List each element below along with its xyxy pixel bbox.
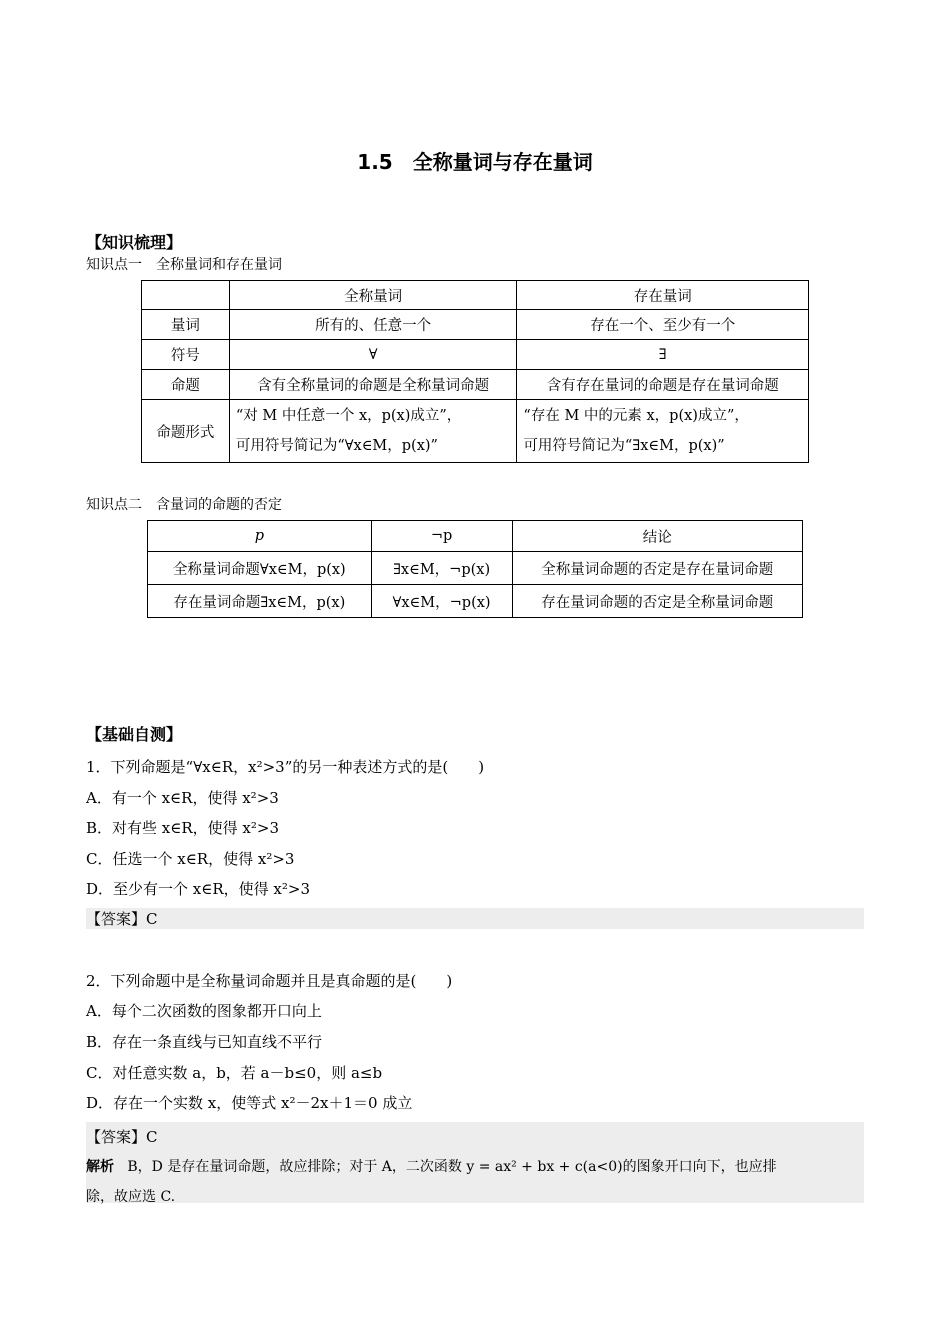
kp1-cell-existential: 含有存在量词的命题是存在量词命题	[517, 370, 809, 400]
kp2-cell-not-p: ∀x∈M，¬p(x)	[371, 585, 512, 618]
kp1-row	[142, 370, 809, 400]
kp2-cell-p: 存在量词命题∃x∈M，p(x)	[148, 585, 372, 618]
kp1-universal-form-line: “对 M 中任意一个 x，p(x)成立”，	[235, 408, 462, 424]
q1-answer: 【答案】C	[86, 908, 864, 929]
q1-option-a: A．有一个 x∈R，使得 x²>3	[86, 789, 279, 807]
kp1-cell-existential-form	[517, 400, 809, 463]
kp1-header-cell: 全称量词	[229, 281, 517, 310]
kp1-row	[142, 310, 809, 340]
q2-analysis-text: B，D 是存在量词命题，故应排除；对于 A，二次函数 y = ax² + bx + c(a<0)的图象开口向下，也应排	[127, 1159, 777, 1175]
kp1-header-row	[142, 281, 809, 310]
q1-stem: 1．下列命题是“∀x∈R，x²>3”的另一种表述方式的是( )	[86, 758, 485, 776]
kp1-row	[142, 340, 809, 370]
kp2-table	[147, 520, 803, 618]
kp2-row	[148, 585, 803, 618]
q2-option-b: B．存在一条直线与已知直线不平行	[86, 1033, 323, 1051]
kp2-cell-not-p: ∃x∈M，¬p(x)	[371, 552, 512, 585]
kp1-header-cell: 存在量词	[517, 281, 809, 310]
kp1-row-form	[142, 400, 809, 463]
kp1-universal-form-line: 可用符号简记为“∀x∈M，p(x)”	[235, 438, 438, 454]
q2-option-c: C．对任意实数 a，b，若 a－b≤0，则 a≤b	[86, 1064, 383, 1082]
kp1-existential-form-line: “存在 M 中的元素 x，p(x)成立”，	[523, 408, 749, 424]
q2-option-d: D．存在一个实数 x，使等式 x²－2x＋1＝0 成立	[86, 1094, 413, 1112]
kp1-table	[141, 280, 809, 463]
q2-option-a: A．每个二次函数的图象都开口向上	[86, 1002, 322, 1020]
kp2-header-cell: ¬p	[371, 521, 512, 552]
kp1-row-label: 命题形式	[142, 400, 230, 463]
q2-answer: 【答案】C	[86, 1128, 158, 1146]
kp2-row	[148, 552, 803, 585]
page-title: 1.5 全称量词与存在量词	[357, 150, 593, 174]
kp1-cell-universal: ∀	[229, 340, 517, 370]
kp2-cell-conclusion: 存在量词命题的否定是全称量词命题	[512, 585, 802, 618]
kp1-cell-universal: 所有的、任意一个	[229, 310, 517, 340]
kp2-header-cell: p	[148, 521, 372, 552]
kp2-header-row	[148, 521, 803, 552]
section-heading-knowledge: 【知识梳理】	[86, 233, 183, 252]
q2-answer-block	[86, 1122, 864, 1203]
kp1-heading: 知识点一 全称量词和存在量词	[86, 257, 282, 273]
kp1-cell-universal-form	[229, 400, 517, 463]
q2-analysis-line: 除，故应选 C.	[86, 1189, 176, 1205]
kp1-cell-existential: ∃	[517, 340, 809, 370]
q2-stem: 2．下列命题中是全称量词命题并且是真命题的是( )	[86, 972, 453, 990]
q2-analysis-line	[86, 1152, 864, 1182]
kp1-existential-form-line: 可用符号简记为“∃x∈M，p(x)”	[523, 438, 725, 454]
kp1-cell-existential: 存在一个、至少有一个	[517, 310, 809, 340]
kp1-row-label: 符号	[142, 340, 230, 370]
kp1-row-label: 命题	[142, 370, 230, 400]
kp2-header-cell: 结论	[512, 521, 802, 552]
kp1-header-cell	[142, 281, 230, 310]
q2-analysis-label: 解析	[86, 1159, 114, 1175]
q1-option-d: D．至少有一个 x∈R，使得 x²>3	[86, 880, 311, 898]
kp1-cell-universal: 含有全称量词的命题是全称量词命题	[229, 370, 517, 400]
q1-option-c: C．任选一个 x∈R，使得 x²>3	[86, 850, 295, 868]
q1-option-b: B．对有些 x∈R，使得 x²>3	[86, 819, 280, 837]
kp2-cell-conclusion: 全称量词命题的否定是存在量词命题	[512, 552, 802, 585]
kp2-cell-p: 全称量词命题∀x∈M，p(x)	[148, 552, 372, 585]
kp1-row-label: 量词	[142, 310, 230, 340]
section-heading-self-test: 【基础自测】	[86, 725, 183, 744]
kp2-heading: 知识点二 含量词的命题的否定	[86, 497, 282, 513]
